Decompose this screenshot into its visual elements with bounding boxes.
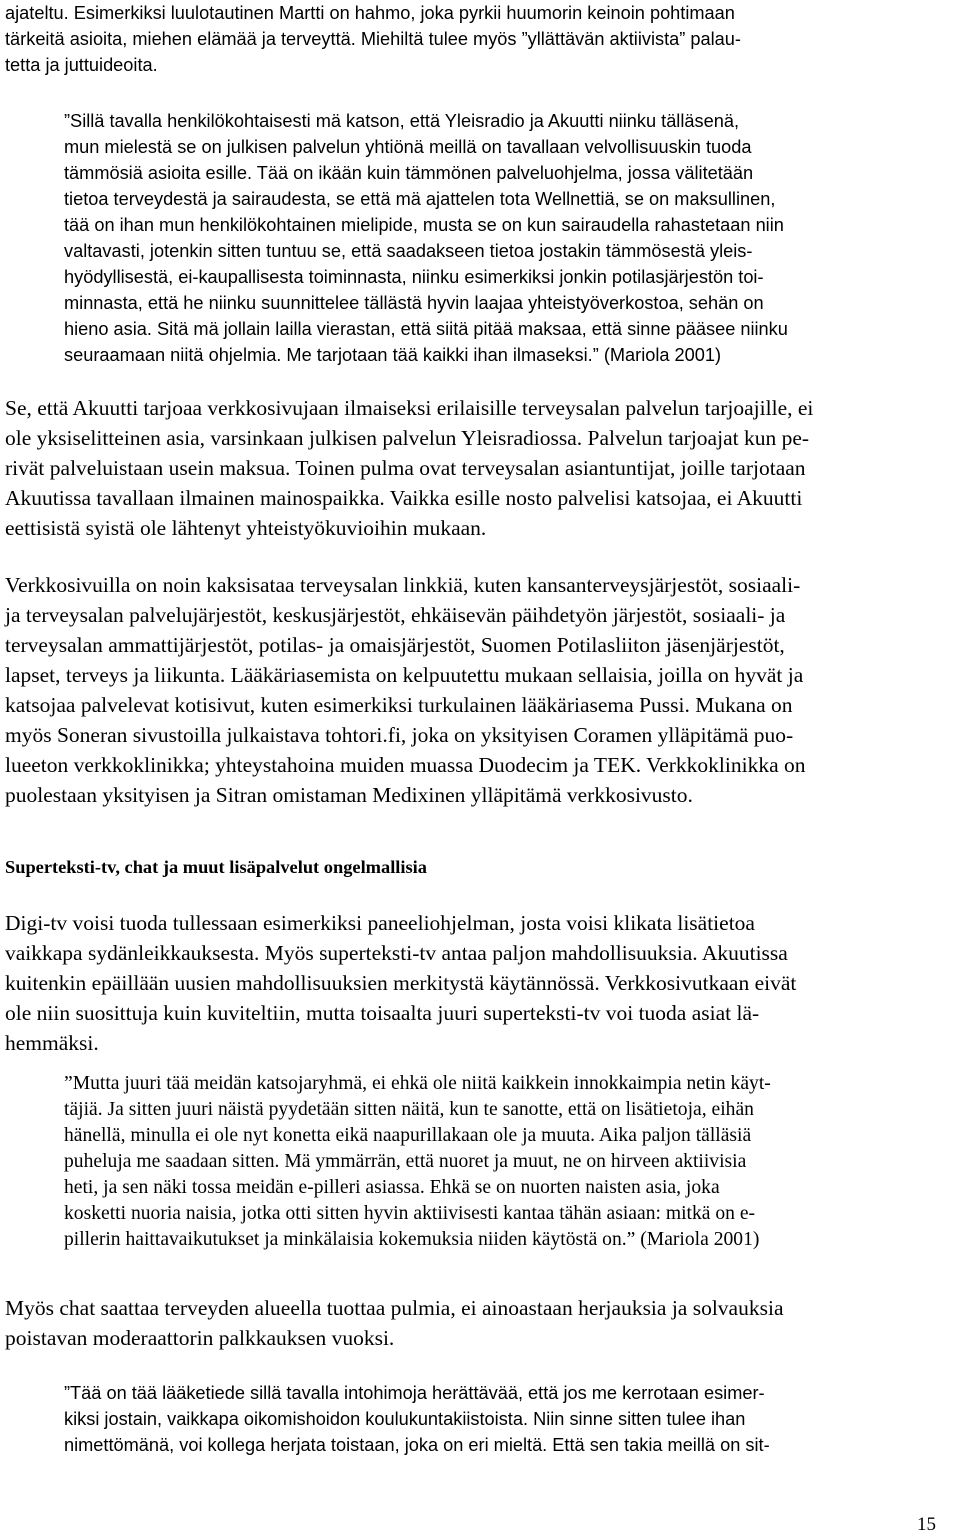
text-line: ”Mutta juuri tää meidän katsojaryhmä, ei ehkä ole niitä kaikkein innokkaimpia netin käyt- xyxy=(64,1073,771,1094)
page-number: 15 xyxy=(917,1514,936,1535)
text-line: terveysalan ammattijärjestöt, potilas- ja omaisjärjestöt, Suomen Potilasliiton jäsenjärjestöt, xyxy=(5,633,785,657)
text-line: Akuutissa tavallaan ilmainen mainospaikka. Vaikka esille nosto palvelisi katsojaa, ei Akuutti xyxy=(5,486,803,510)
heading-text: Superteksti-tv, chat ja muut lisäpalvelut ongelmallisia xyxy=(5,857,427,877)
text-line: ajateltu. Esimerkiksi luulotautinen Martti on hahmo, joka pyrkii huumorin keinoin pohtimaan xyxy=(5,3,735,23)
text-line: tärkeitä asioita, miehen elämää ja terveyttä. Miehiltä tulee myös ”yllättävän aktiivista” palau- xyxy=(5,29,741,49)
text-line: valtavasti, jotenkin sitten tuntuu se, että saadakseen tietoa jostakin tämmösestä yleis- xyxy=(64,241,753,261)
text-line: kosketti nuoria naisia, jotka otti sitten hyvin aktiivisesti kantaa tähän asiaan: mitkä on e- xyxy=(64,1203,756,1224)
text-line: Digi-tv voisi tuoda tullessaan esimerkiksi paneeliohjelman, josta voisi klikata lisätietoa xyxy=(5,911,755,935)
text-line: puolestaan yksityisen ja Sitran omistaman Medixinen ylläpitämä verkkosivusto. xyxy=(5,783,693,807)
text-line: hyödyllisestä, ei-kaupallisesta toiminnasta, niinku esimerkiksi jonkin potilasjärjestön toi- xyxy=(64,267,764,287)
text-line: puheluja me saadaan sitten. Mä ymmärrän, että nuoret ja muut, ne on hirveen aktiivisia xyxy=(64,1151,747,1172)
text-line: tietoa terveydestä ja sairaudesta, se että mä ajattelen tota Wellnettiä, se on maksullinen, xyxy=(64,189,776,209)
intro-paragraph xyxy=(5,0,955,78)
text-line: ”Tää on tää lääketiede sillä tavalla intohimoja herättävää, että jos me kerrotaan esimer- xyxy=(64,1383,765,1403)
text-line: kiksi jostain, vaikkapa oikomishoidon koulukuntakiistoista. Niin sinne sitten tulee ihan xyxy=(64,1409,746,1429)
text-line: tää on ihan mun henkilökohtainen mielipide, musta se on kun sairaudella rahastetaan niin xyxy=(64,215,784,235)
text-line: nimettömänä, voi kollega herjata toistaan, joka on eri mieltä. Että sen takia meillä on sit- xyxy=(64,1435,770,1455)
interview-quote xyxy=(64,1380,896,1458)
text-line: Verkkosivuilla on noin kaksisataa terveysalan linkkiä, kuten kansanterveysjärjestöt, sosiaali- xyxy=(5,573,801,597)
text-line: minnasta, että he niinku suunnittelee tällästä hyvin laajaa yhteistyöverkostoa, sehän on xyxy=(64,293,764,313)
body-paragraph xyxy=(5,570,955,810)
text-line: heti, ja sen näki tossa meidän e-pilleri asiassa. Ehkä se on nuorten naisten asia, joka xyxy=(64,1177,720,1198)
text-line: kuitenkin epäillään uusien mahdollisuuksien merkitystä käytännössä. Verkkosivutkaan eivät xyxy=(5,971,797,995)
text-line: hänellä, minulla ei ole nyt konetta eikä naapurillakaan ole ja muuta. Aika paljon tälläsiä xyxy=(64,1125,752,1146)
text-line: tetta ja juttuideoita. xyxy=(5,55,158,75)
body-paragraph xyxy=(5,908,955,1058)
text-line: hemmäksi. xyxy=(5,1031,99,1055)
text-line: ole yksiselitteinen asia, varsinkaan julkisen palvelun Yleisradiossa. Palvelun tarjoajat kun pe- xyxy=(5,426,810,450)
section-heading xyxy=(5,854,955,880)
text-line: katsojaa palvelevat kotisivut, kuten esimerkiksi turkulainen lääkäriasema Pussi. Mukana on xyxy=(5,693,793,717)
text-line: hieno asia. Sitä mä jollain lailla vierastan, että siitä pitää maksaa, että sinne pääsee niinku xyxy=(64,319,788,339)
interview-quote xyxy=(64,108,896,368)
text-line: tämmösiä asioita esille. Tää on ikään kuin tämmönen palveluohjelma, jossa välitetään xyxy=(64,163,754,183)
body-paragraph xyxy=(5,1293,955,1353)
interview-quote xyxy=(64,1071,896,1253)
text-line: ole niin suosittuja kuin kuviteltiin, mutta toisaalta juuri superteksti-tv voi tuoda asiat lä- xyxy=(5,1001,760,1025)
text-line: myös Soneran sivustoilla julkaistava tohtori.fi, joka on yksityisen Coramen ylläpitämä puo- xyxy=(5,723,794,747)
text-line: pillerin haittavaikutukset ja minkälaisia kokemuksia niiden käytöstä on.” (Mariola 2001) xyxy=(64,1229,760,1250)
text-line: ja terveysalan palvelujärjestöt, keskusjärjestöt, ehkäisevän päihdetyön järjestöt, sosiaali- ja xyxy=(5,603,786,627)
text-line: rivät palveluistaan usein maksua. Toinen pulma ovat terveysalan asiantuntijat, joille tarjotaan xyxy=(5,456,806,480)
text-line: seuraamaan niitä ohjelmia. Me tarjotaan tää kaikki ihan ilmaseksi.” (Mariola 2001) xyxy=(64,345,722,365)
text-line: täjiä. Ja sitten juuri näistä pyydetään sitten näitä, kun te sanotte, että on lisätietoja, eihän xyxy=(64,1099,754,1120)
text-line: Myös chat saattaa terveyden alueella tuottaa pulmia, ei ainoastaan herjauksia ja solvauksia xyxy=(5,1296,784,1320)
text-line: vaikkapa sydänleikkauksesta. Myös superteksti-tv antaa paljon mahdollisuuksia. Akuutissa xyxy=(5,941,788,965)
body-paragraph xyxy=(5,393,955,543)
text-line: eettisistä syistä ole lähtenyt yhteistyökuvioihin mukaan. xyxy=(5,516,487,540)
text-line: poistavan moderaattorin palkkauksen vuoksi. xyxy=(5,1326,395,1350)
text-line: lueeton verkkoklinikka; yhteystahoina muiden muassa Duodecim ja TEK. Verkkoklinikka on xyxy=(5,753,806,777)
text-line: mun mielestä se on julkisen palvelun yhtiönä meillä on tavallaan velvollisuuskin tuoda xyxy=(64,137,752,157)
text-line: ”Sillä tavalla henkilökohtaisesti mä katson, että Yleisradio ja Akuutti niinku tälläsenä, xyxy=(64,111,739,131)
text-line: Se, että Akuutti tarjoaa verkkosivujaan ilmaiseksi erilaisille terveysalan palvelun tarjoajille, ei xyxy=(5,396,814,420)
text-line: lapset, terveys ja liikunta. Lääkäriasemista on kelpuutettu mukaan sellaisia, joilla on hyvät ja xyxy=(5,663,804,687)
